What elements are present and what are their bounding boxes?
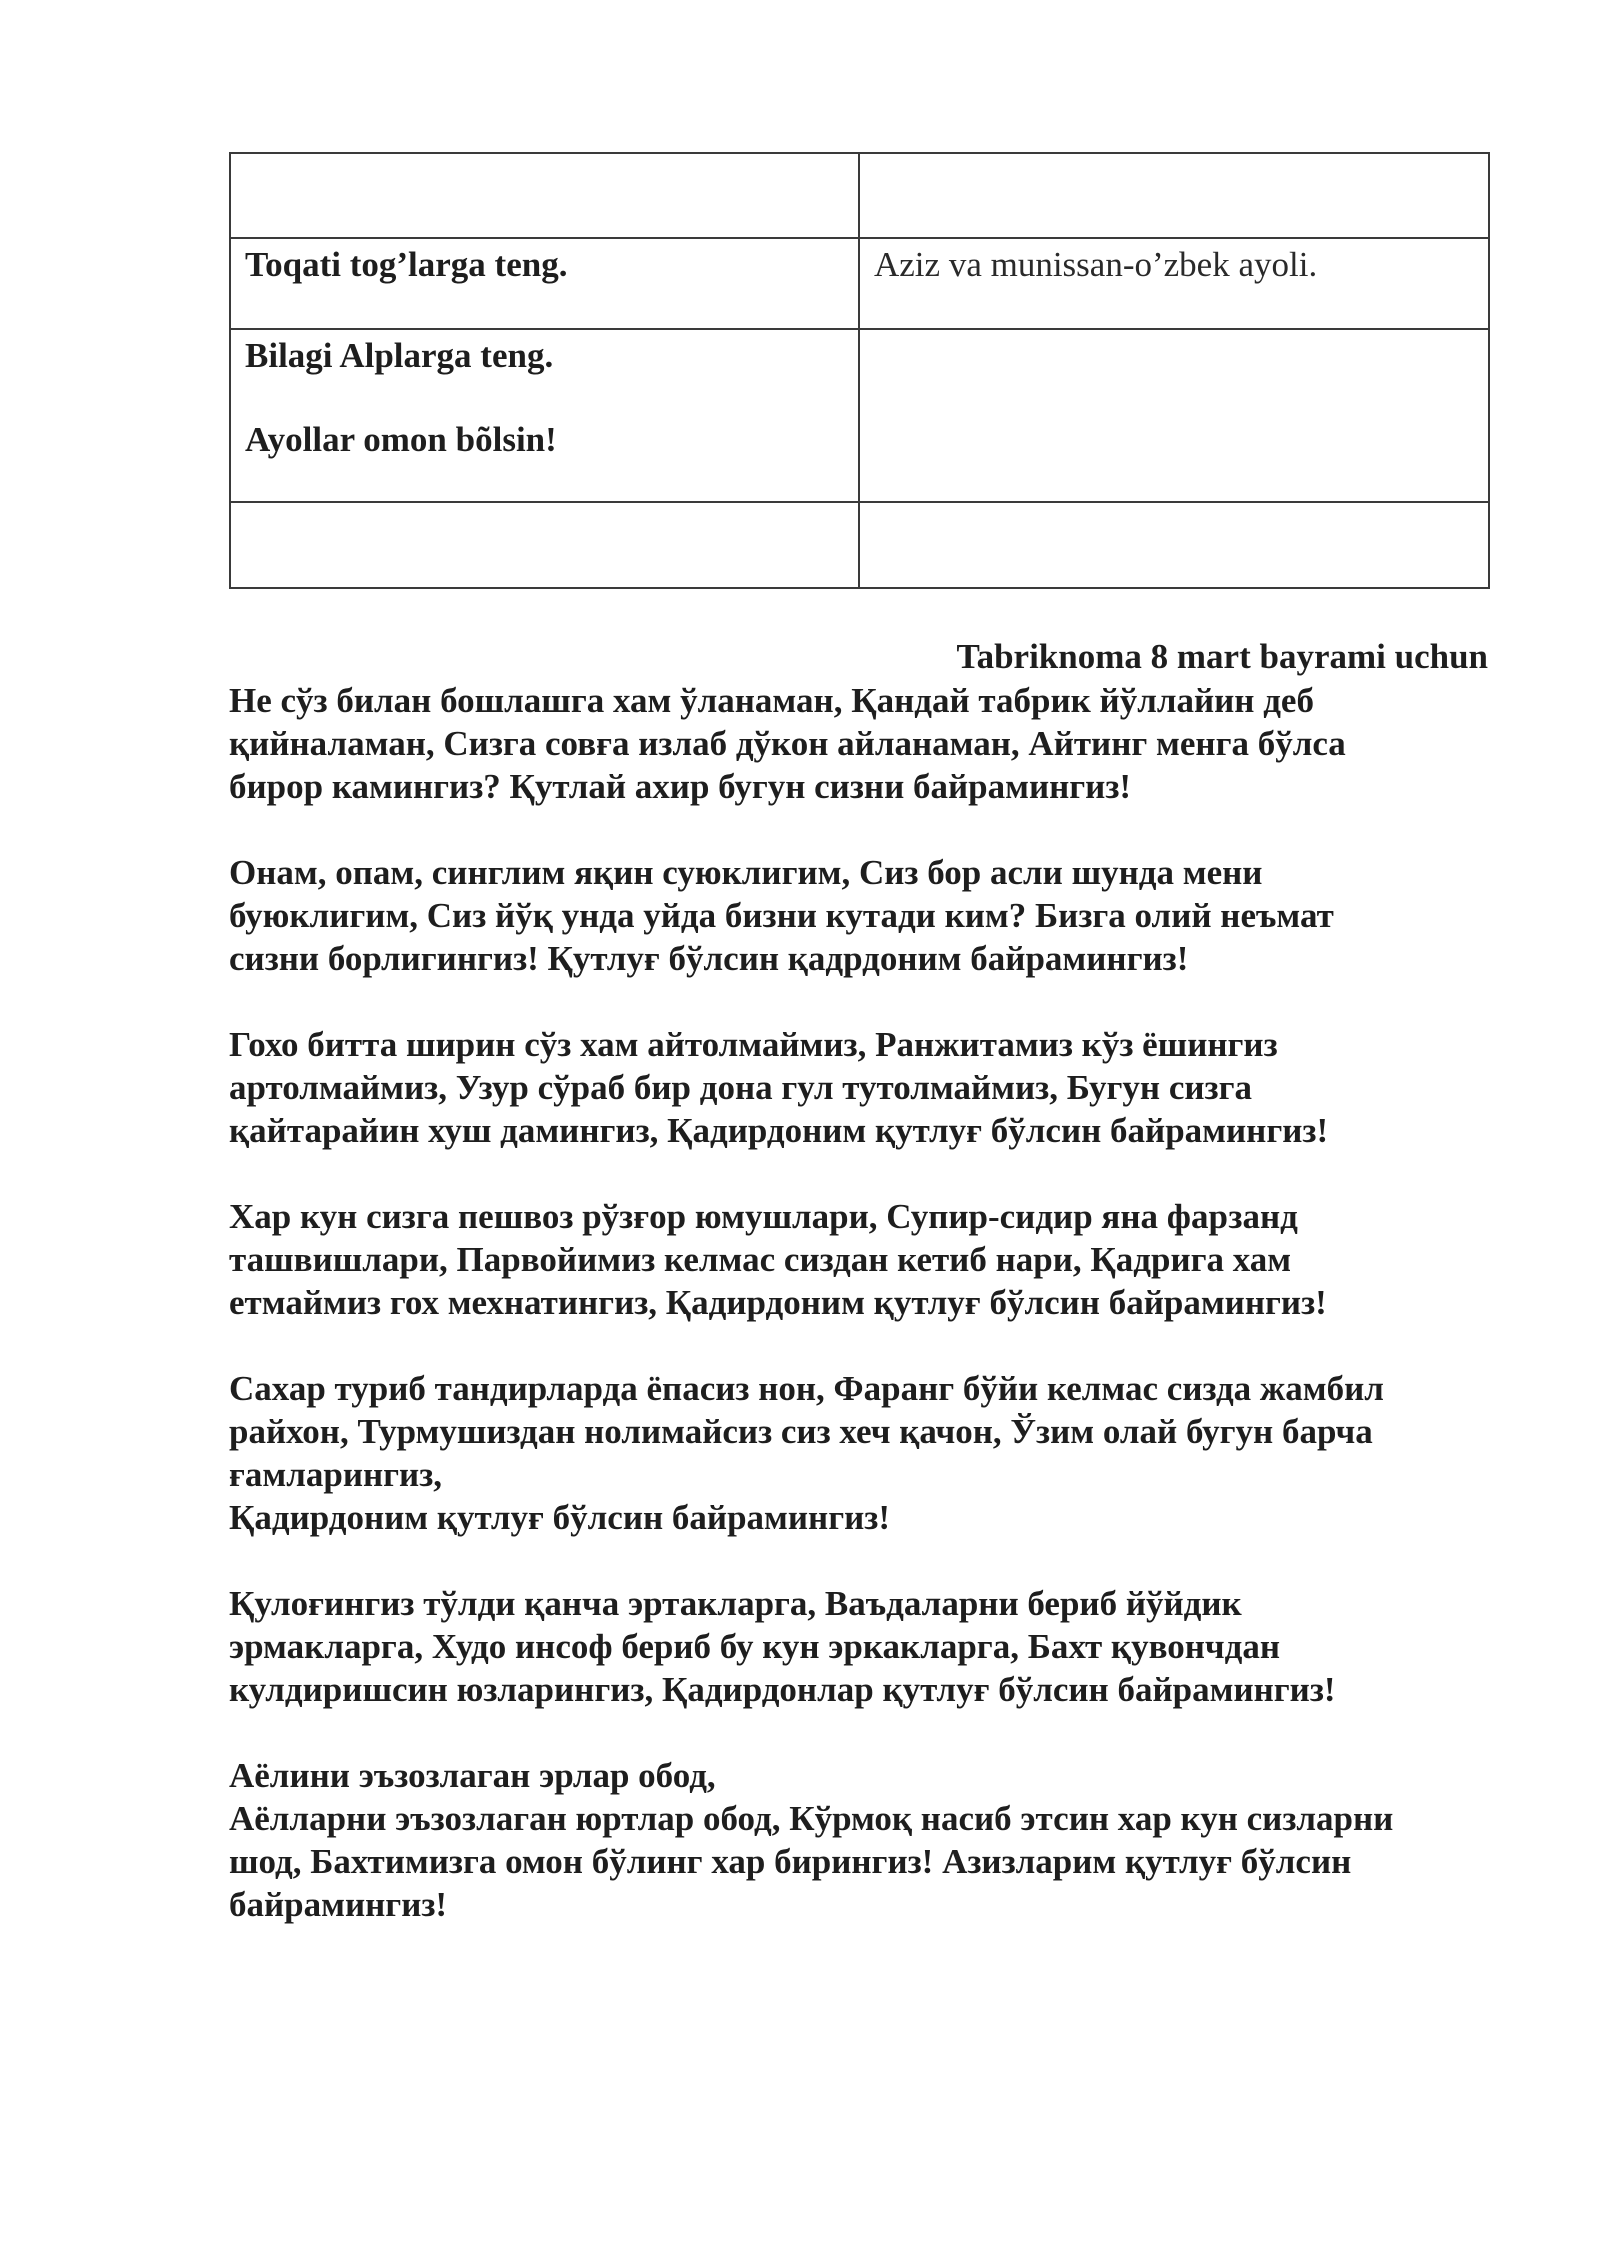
table-cell-empty bbox=[230, 502, 859, 588]
table-cell-empty bbox=[859, 502, 1489, 588]
poem-line: Аёлларни эъзозлаган юртлар обод, Кўрмоқ насиб этсин хар кун сизларни bbox=[229, 1799, 1394, 1838]
poem-line: Онам, опам, синглим яқин суюклигим, Сиз бор асли шунда мени bbox=[229, 853, 1263, 892]
table-cell-line: Bilagi Alplarga teng. bbox=[245, 336, 554, 375]
table-cell-toqati: Toqati tog’larga teng. bbox=[230, 238, 859, 329]
poem-stanza bbox=[229, 1582, 1491, 1711]
table-cell-line: Ayollar omon bõlsin! bbox=[245, 420, 557, 459]
poem-line: Гохо битта ширин сўз хам айтолмаймиз, Ранжитамиз кўз ёшингиз bbox=[229, 1025, 1278, 1064]
poem-line: бирор камингиз? Қутлай ахир бугун сизни байрамингиз! bbox=[229, 767, 1132, 806]
table-cell-aziz: Aziz va munissan-o’zbek ayoli. bbox=[859, 238, 1489, 329]
poem-stanza bbox=[229, 851, 1491, 980]
poem-line: артолмаймиз, Узур сўраб бир дона гул тутолмаймиз, Бугун сизга bbox=[229, 1068, 1252, 1107]
poem-line: Қадирдоним қутлуғ бўлсин байрамингиз! bbox=[229, 1498, 890, 1537]
poem-line: қайтарайин хуш дамингиз, Қадирдоним қутлуғ бўлсин байрамингиз! bbox=[229, 1111, 1329, 1150]
poem-stanza bbox=[229, 679, 1491, 808]
table-cell-empty bbox=[230, 153, 859, 238]
table-cell-empty bbox=[859, 153, 1489, 238]
poem-line: эрмакларга, Худо инсоф бериб бу кун эркакларга, Бахт қувончдан bbox=[229, 1627, 1281, 1666]
poem-body bbox=[229, 679, 1491, 1969]
table-row bbox=[230, 153, 1489, 238]
table-row bbox=[230, 329, 1489, 502]
document-heading: Tabriknoma 8 mart bayrami uchun bbox=[956, 637, 1488, 676]
table-row bbox=[230, 502, 1489, 588]
greeting-table bbox=[229, 152, 1490, 589]
poem-line: Аёлини эъзозлаган эрлар обод, bbox=[229, 1756, 716, 1795]
table-row bbox=[230, 238, 1489, 329]
poem-line: шод, Бахтимизга омон бўлинг хар бирингиз! Азизларим қутлуғ бўлсин bbox=[229, 1842, 1352, 1881]
poem-line: Қулоғингиз тўлди қанча эртакларга, Ваъдаларни бериб йўйдик bbox=[229, 1584, 1242, 1623]
poem-stanza bbox=[229, 1367, 1491, 1539]
poem-line: Хар кун сизга пешвоз рўзғор юмушлари, Супир-сидир яна фарзанд bbox=[229, 1197, 1298, 1236]
poem-stanza bbox=[229, 1195, 1491, 1324]
poem-line: ғамларингиз, bbox=[229, 1455, 443, 1494]
poem-stanza bbox=[229, 1754, 1491, 1926]
poem-line: Не сўз билан бошлашга хам ўланаман, Қандай табрик йўллайин деб bbox=[229, 681, 1314, 720]
poem-line: қийналаман, Сизга совға излаб дўкон айланаман, Айтинг менга бўлса bbox=[229, 724, 1346, 763]
poem-line: етмаймиз гох мехнатингиз, Қадирдоним қутлуғ бўлсин байрамингиз! bbox=[229, 1283, 1327, 1322]
poem-line: Сахар туриб тандирларда ёпасиз нон, Фаранг бўйи келмас сизда жамбил bbox=[229, 1369, 1384, 1408]
poem-line: сизни борлигингиз! Қутлуғ бўлсин қадрдоним байрамингиз! bbox=[229, 939, 1189, 978]
poem-line: ташвишлари, Парвойимиз келмас сиздан кетиб нари, Қадрига хам bbox=[229, 1240, 1292, 1279]
poem-stanza bbox=[229, 1023, 1491, 1152]
poem-line: кулдиришсин юзларингиз, Қадирдонлар қутлуғ бўлсин байрамингиз! bbox=[229, 1670, 1336, 1709]
table-cell-empty bbox=[859, 329, 1489, 502]
poem-line: райхон, Турмушиздан нолимайсиз сиз хеч қачон, Ўзим олай бугун барча bbox=[229, 1412, 1373, 1451]
poem-line: байрамингиз! bbox=[229, 1885, 448, 1924]
table-cell-bilagi bbox=[230, 329, 859, 502]
poem-line: буюклигим, Сиз йўқ унда уйда бизни кутади ким? Бизга олий неъмат bbox=[229, 896, 1334, 935]
